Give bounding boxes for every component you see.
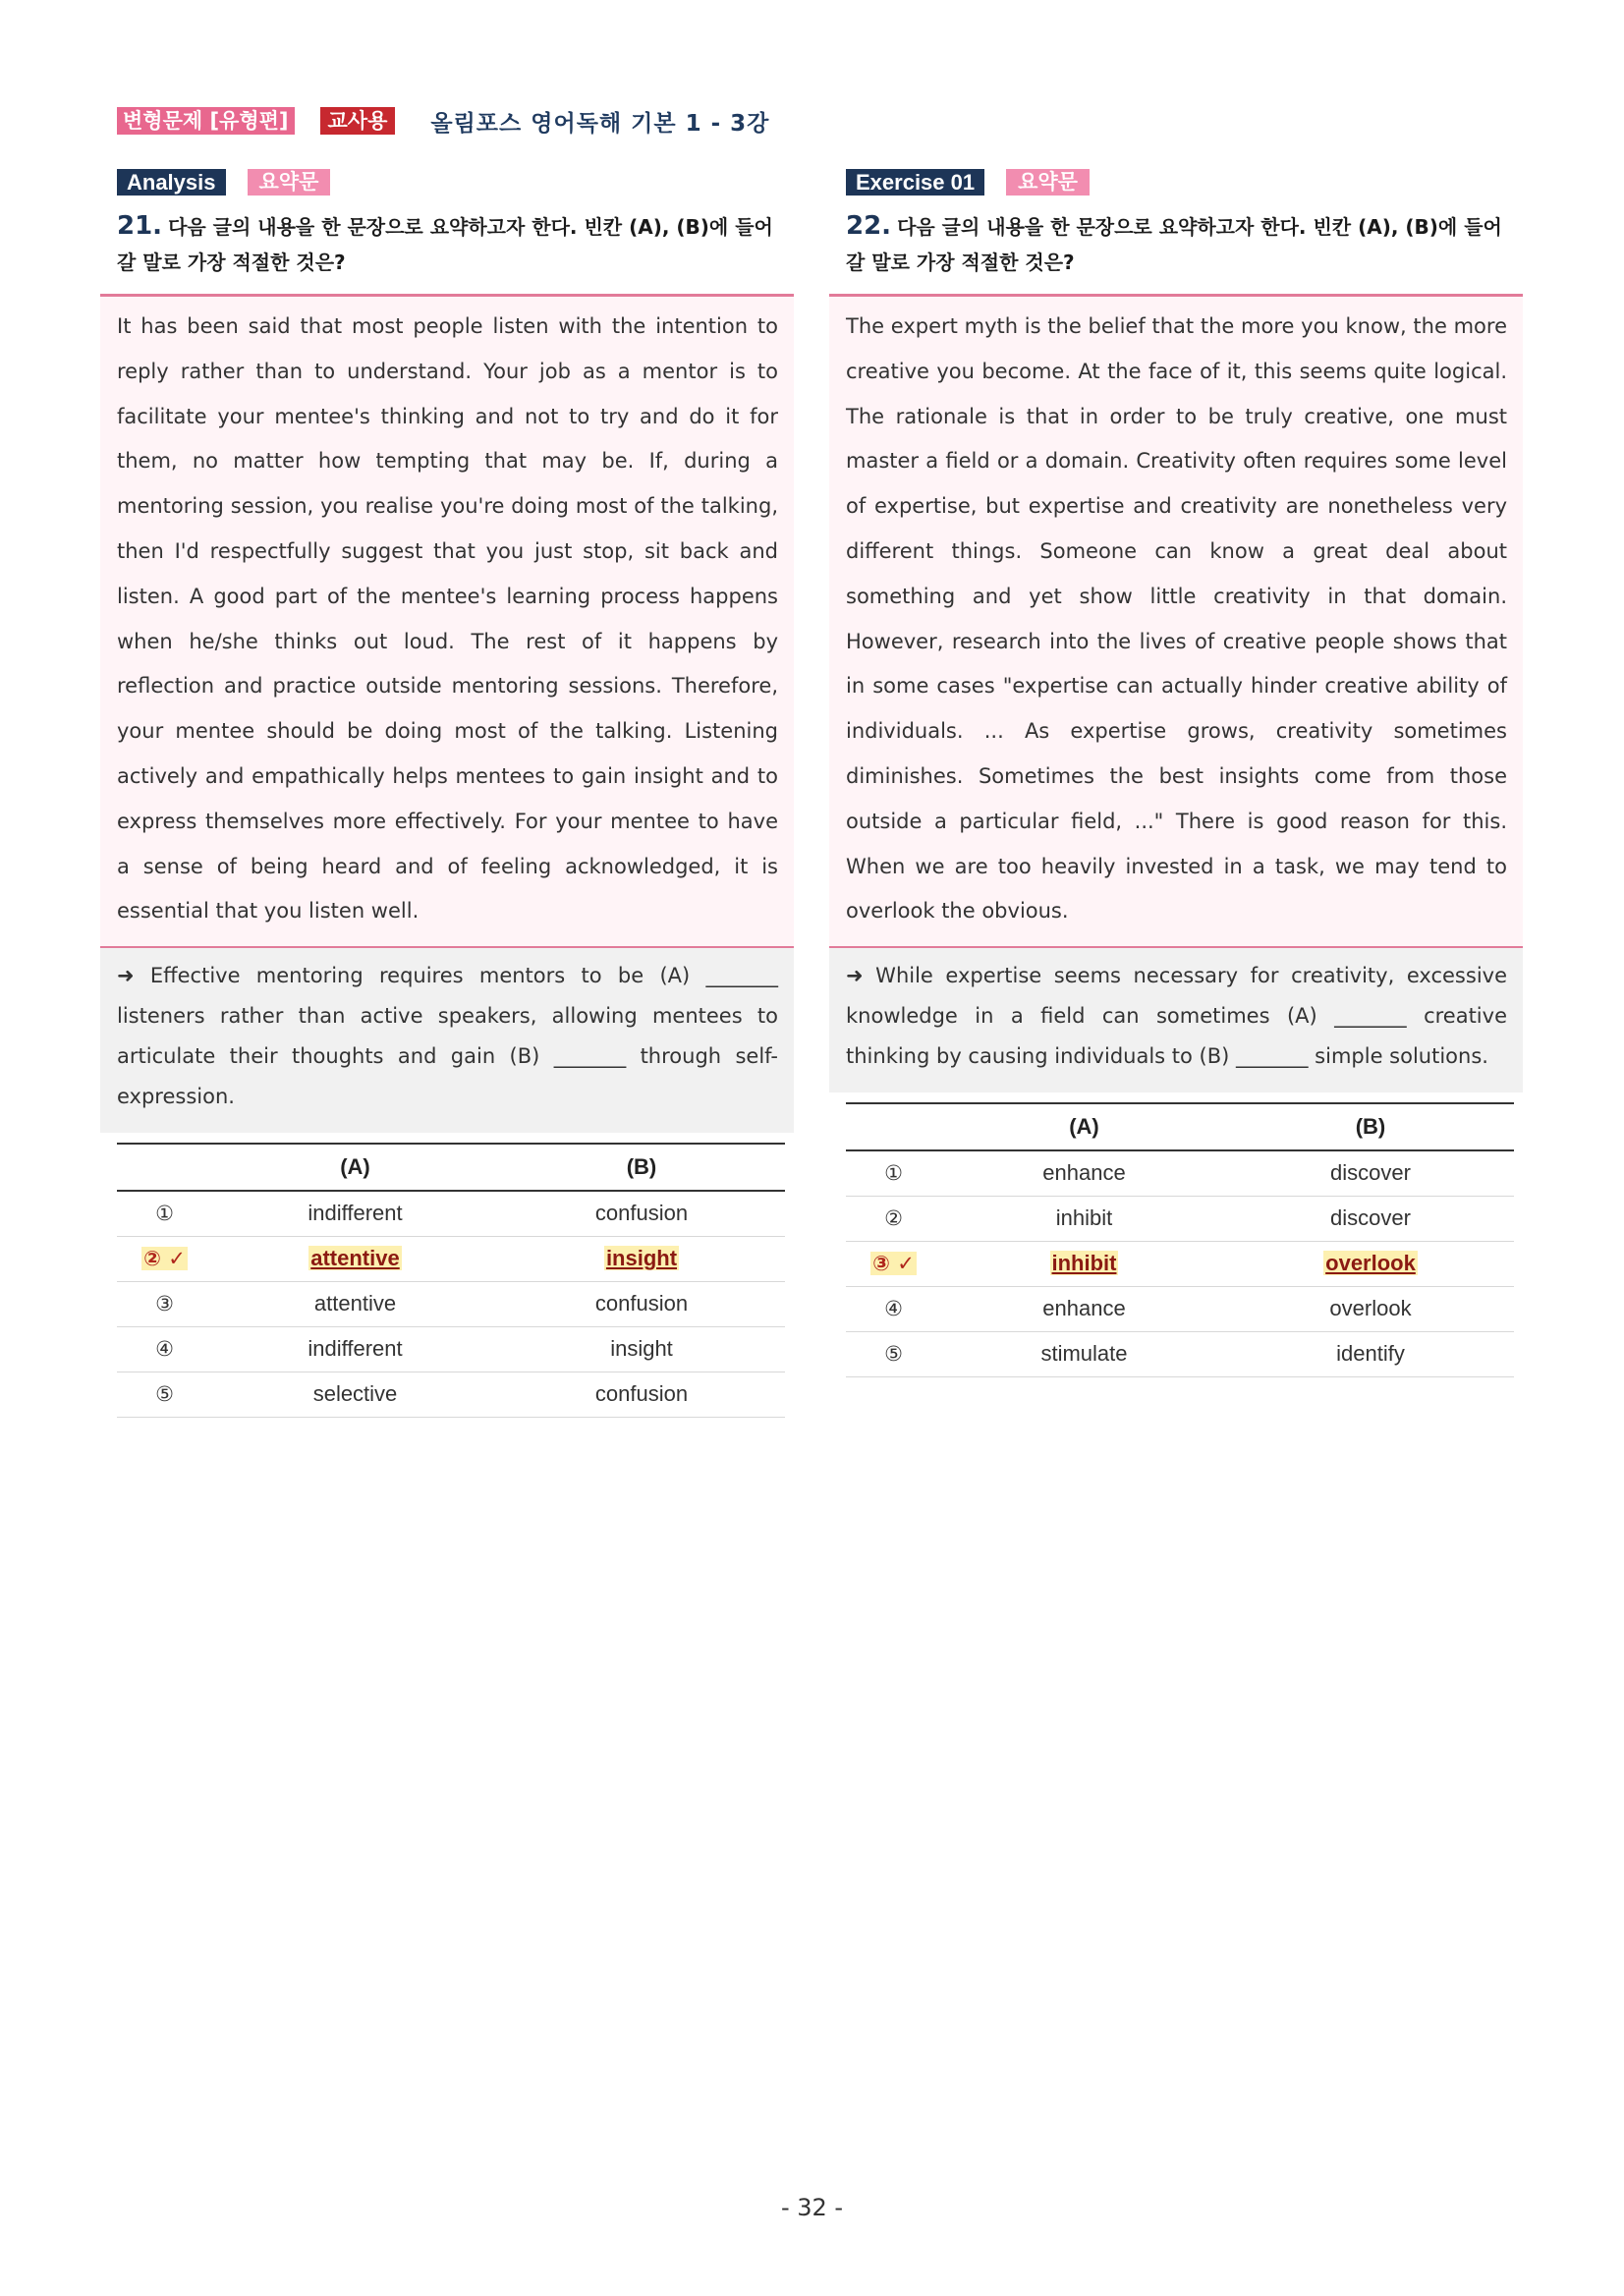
option-row-5[interactable]: [117, 1372, 785, 1417]
question-text: 다음 글의 내용을 한 문장으로 요약하고자 한다. 빈칸 (A), (B)에 들어갈 말로 가장 적절한 것은?: [117, 215, 773, 274]
option-a-word: inhibit: [1051, 1251, 1117, 1276]
option-number: ②: [884, 1206, 903, 1231]
column-a-header: (A): [941, 1103, 1227, 1150]
option-row-3[interactable]: [117, 1281, 785, 1326]
question-labels: [846, 169, 1523, 196]
column-b-header: (B): [498, 1144, 785, 1191]
summary-type-label: 요약문: [248, 169, 331, 196]
reading-passage: The expert myth is the belief that the more you know, the more creative you become. At the face of it, this seems quite logical. The rationale is that in order to be truly creative, one must master a field or a domain. Creativity often requires some level of expertise, but expertise and creativity are nonetheless very different things. Someone can know a great deal about something and yet show little creativity in that domain. However, research into the lives of creative people shows that in some cases "expertise can actually hinder creative ability of individuals. ... As expertise grows, creativity sometimes diminishes. Sometimes the best insights come from those outside a particular field, ..." There is good reason for this. When we are too heavily invested in a task, we may tend to overlook the obvious.: [829, 294, 1523, 948]
option-number: ③: [155, 1292, 174, 1316]
option-row-5[interactable]: [846, 1331, 1514, 1376]
reading-passage: It has been said that most people listen with the intention to reply rather than to understand. Your job as a mentor is to facilitate your mentee's thinking and not to try and do it for them, no matter how tempting that may be. If, during a mentoring session, you realise you're doing most of the talking, then I'd respectfully suggest that you just stop, sit back and listen. A good part of the mentee's learning process happens when he/she thinks out loud. The rest of it happens by reflection and practice outside mentoring sessions. Therefore, your mentee should be doing most of the talking. Listening actively and empathically helps mentees to gain insight and to express themselves more effectively. For your mentee to have a sense of being heard and of feeling acknowledged, it is essential that you listen well.: [100, 294, 794, 948]
option-a-word: attentive: [313, 1291, 397, 1316]
options-header-row: [846, 1103, 1514, 1150]
option-a-word: enhance: [1042, 1296, 1126, 1321]
option-a-word: indifferent: [308, 1201, 403, 1226]
question-prompt: [846, 208, 1514, 280]
option-row-2-correct[interactable]: [117, 1236, 785, 1281]
option-row-1[interactable]: [846, 1150, 1514, 1196]
option-b-word: overlook: [1325, 1251, 1416, 1276]
option-a-word: attentive: [310, 1246, 400, 1271]
page-header: [117, 106, 769, 136]
column-a-header: (A): [212, 1144, 498, 1191]
question-22-column: [829, 169, 1523, 1377]
option-b-word: insight: [610, 1336, 673, 1362]
option-b-word: discover: [1330, 1160, 1411, 1186]
option-number: ④: [884, 1297, 903, 1321]
option-row-2[interactable]: [846, 1196, 1514, 1241]
option-b-word: confusion: [594, 1381, 689, 1407]
answer-options-table: [117, 1143, 785, 1418]
type-badge: 변형문제 [유형편]: [117, 107, 295, 135]
option-a-word: selective: [312, 1381, 398, 1407]
option-number: ⑤: [884, 1342, 903, 1367]
page-number: - 32 -: [780, 2194, 844, 2221]
option-number: ①: [884, 1161, 903, 1186]
option-a-word: inhibit: [1055, 1205, 1113, 1231]
option-b-word: discover: [1330, 1205, 1411, 1231]
question-labels: [117, 169, 794, 196]
summary-type-label: 요약문: [1006, 169, 1090, 196]
option-number: ④: [155, 1337, 174, 1362]
question-prompt: [117, 208, 785, 280]
exercise-label: Exercise 01: [846, 169, 984, 196]
option-number: ⑤: [155, 1382, 174, 1407]
question-number: 22.: [846, 211, 892, 241]
question-text: 다음 글의 내용을 한 문장으로 요약하고자 한다. 빈칸 (A), (B)에 들어갈 말로 가장 적절한 것은?: [846, 215, 1502, 274]
option-a-word: stimulate: [1040, 1341, 1128, 1367]
option-row-4[interactable]: [846, 1286, 1514, 1331]
book-title: 올림포스 영어독해 기본 1 - 3강: [430, 110, 770, 137]
summary-sentence: ➜ While expertise seems necessary for creativity, excessive knowledge in a field can sometimes (A) _______ creative thinking by causing individuals to (B) _______ simple solutions.: [829, 948, 1523, 1092]
option-row-3-correct[interactable]: [846, 1241, 1514, 1286]
column-b-header: (B): [1227, 1103, 1514, 1150]
question-number: 21.: [117, 211, 163, 241]
summary-sentence: ➜ Effective mentoring requires mentors to be (A) _______ listeners rather than active speakers, allowing mentees to articulate their thoughts and gain (B) _______ through self-expression.: [100, 948, 794, 1133]
option-b-word: confusion: [594, 1201, 689, 1226]
answer-options-table: [846, 1102, 1514, 1377]
option-row-4[interactable]: [117, 1326, 785, 1372]
analysis-label: Analysis: [117, 169, 226, 196]
option-number-correct: ③ ✓: [872, 1252, 915, 1276]
option-number-correct: ② ✓: [143, 1247, 186, 1271]
option-a-word: indifferent: [308, 1336, 403, 1362]
question-21-column: [100, 169, 794, 1418]
option-row-1[interactable]: [117, 1191, 785, 1236]
options-header-row: [117, 1144, 785, 1191]
option-number: ①: [155, 1202, 174, 1226]
option-b-word: overlook: [1329, 1296, 1412, 1321]
option-b-word: confusion: [594, 1291, 689, 1316]
option-b-word: identify: [1336, 1341, 1405, 1367]
option-b-word: insight: [605, 1246, 678, 1271]
teacher-badge: 교사용: [320, 107, 396, 135]
option-a-word: enhance: [1042, 1160, 1126, 1186]
